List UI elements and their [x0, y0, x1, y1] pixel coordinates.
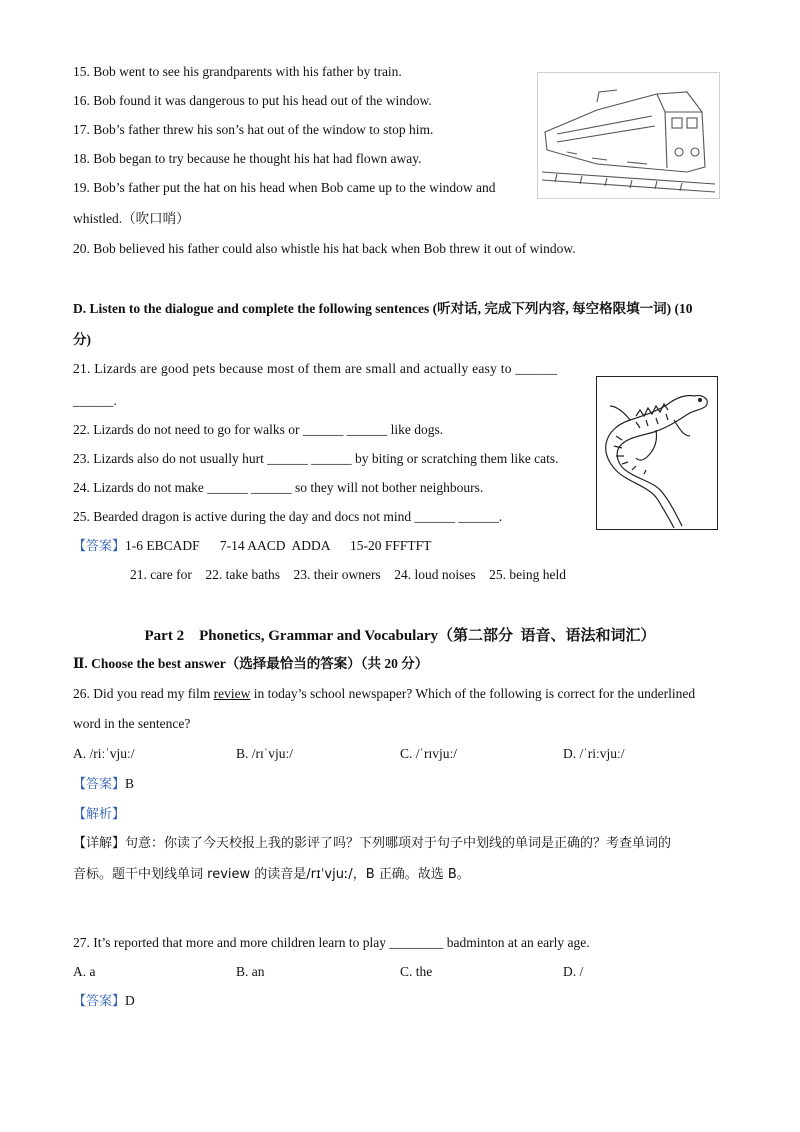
sentence-23: 23. Lizards also do not usually hurt ______ ______ by biting or scratching them like cats.	[73, 451, 559, 466]
underlined-word: review	[213, 686, 251, 701]
answer-tag: 【答案】	[73, 994, 126, 1009]
option-d[interactable]: D. /ˈriːvjuː/	[563, 746, 625, 761]
statement-15: 15. Bob went to see his grandparents with his father by train.	[73, 64, 402, 79]
question-26-detail-cont: 音标。题干中划线单词 review 的读音是/rɪˈvjuː/，B 正确。故选 B。	[73, 867, 470, 882]
option-c[interactable]: C. /ˈrɪvjuː/	[400, 746, 457, 761]
statement-18: 18. Bob began to try because he thought his hat had flown away.	[73, 151, 422, 166]
sentence-25: 25. Bearded dragon is active during the day and docs not mind ______ ______.	[73, 509, 503, 524]
question-27-answer	[73, 992, 135, 1011]
sentence-24: 24. Lizards do not make ______ ______ so they will not bother neighbours.	[73, 480, 484, 495]
answer-value: B	[125, 776, 135, 791]
question-26-analysis-tag	[73, 805, 125, 824]
question-26-answer	[73, 775, 134, 794]
answer-tag: 【答案】	[73, 539, 126, 554]
answer-key-line-2: 21. care for 22. take baths 23. their owners 24. loud noises 25. being held	[130, 567, 567, 582]
answer-key-line: 1-6 EBCADF 7-14 AACD ADDA 15-20 FFFTFT	[125, 538, 432, 553]
statement-19: 19. Bob’s father put the hat on his head when Bob came up to the window and	[73, 180, 496, 195]
statement-17: 17. Bob’s father threw his son’s hat out of the window to stop him.	[73, 122, 434, 137]
answer-value: D	[125, 993, 135, 1008]
analysis-tag: 【解析】	[73, 807, 126, 822]
option-c[interactable]: C. the	[400, 964, 433, 979]
option-d[interactable]: D. /	[563, 964, 584, 979]
statement-19-cont: whistled.（吹口哨）	[73, 211, 190, 226]
train-illustration	[537, 72, 720, 199]
question-27: 27. It’s reported that more and more children learn to play ________ badminton at an early age.	[73, 935, 590, 950]
statement-16: 16. Bob found it was dangerous to put his head out of the window.	[73, 93, 432, 108]
option-b[interactable]: B. /rɪˈvjuː/	[236, 746, 293, 761]
question-26-text-before: 26. Did you read my film	[73, 686, 214, 701]
option-a[interactable]: A. /riːˈvjuː/	[73, 746, 135, 761]
detail-text: 句意：你读了今天校报上我的影评了吗？下列哪项对于句子中划线的单词是正确的？考查单词的	[125, 836, 672, 851]
detail-tag: 【详解】	[73, 836, 126, 851]
question-26	[73, 685, 695, 703]
section-d-heading-cont: 分)	[73, 332, 91, 347]
option-b[interactable]: B. an	[236, 964, 265, 979]
question-26-cont: word in the sentence?	[73, 716, 191, 731]
sentence-21: 21. Lizards are good pets because most of them are small and actually easy to ______	[73, 361, 558, 376]
answer-tag: 【答案】	[73, 777, 126, 792]
statement-20: 20. Bob believed his father could also whistle his hat back when Bob threw it out of window.	[73, 241, 576, 256]
question-26-detail	[73, 835, 671, 853]
question-26-text-after: in today’s school newspaper? Which of the following is correct for the underlined	[250, 686, 696, 701]
lizard-illustration	[596, 376, 718, 530]
sentence-22: 22. Lizards do not need to go for walks or ______ ______ like dogs.	[73, 422, 444, 437]
section-d-heading: D. Listen to the dialogue and complete the following sentences (听对话, 完成下列内容, 每空格限填一词) (10	[73, 301, 693, 316]
section-ii-heading: Ⅱ. Choose the best answer（选择最恰当的答案）（共 20 分）	[73, 656, 429, 671]
section-d-answer	[73, 537, 431, 556]
part-2-title: Part 2 Phonetics, Grammar and Vocabulary（第二部分 语音、语法和词汇）	[144, 628, 656, 644]
option-a[interactable]: A. a	[73, 964, 96, 979]
sentence-21-cont: ______.	[73, 393, 117, 408]
